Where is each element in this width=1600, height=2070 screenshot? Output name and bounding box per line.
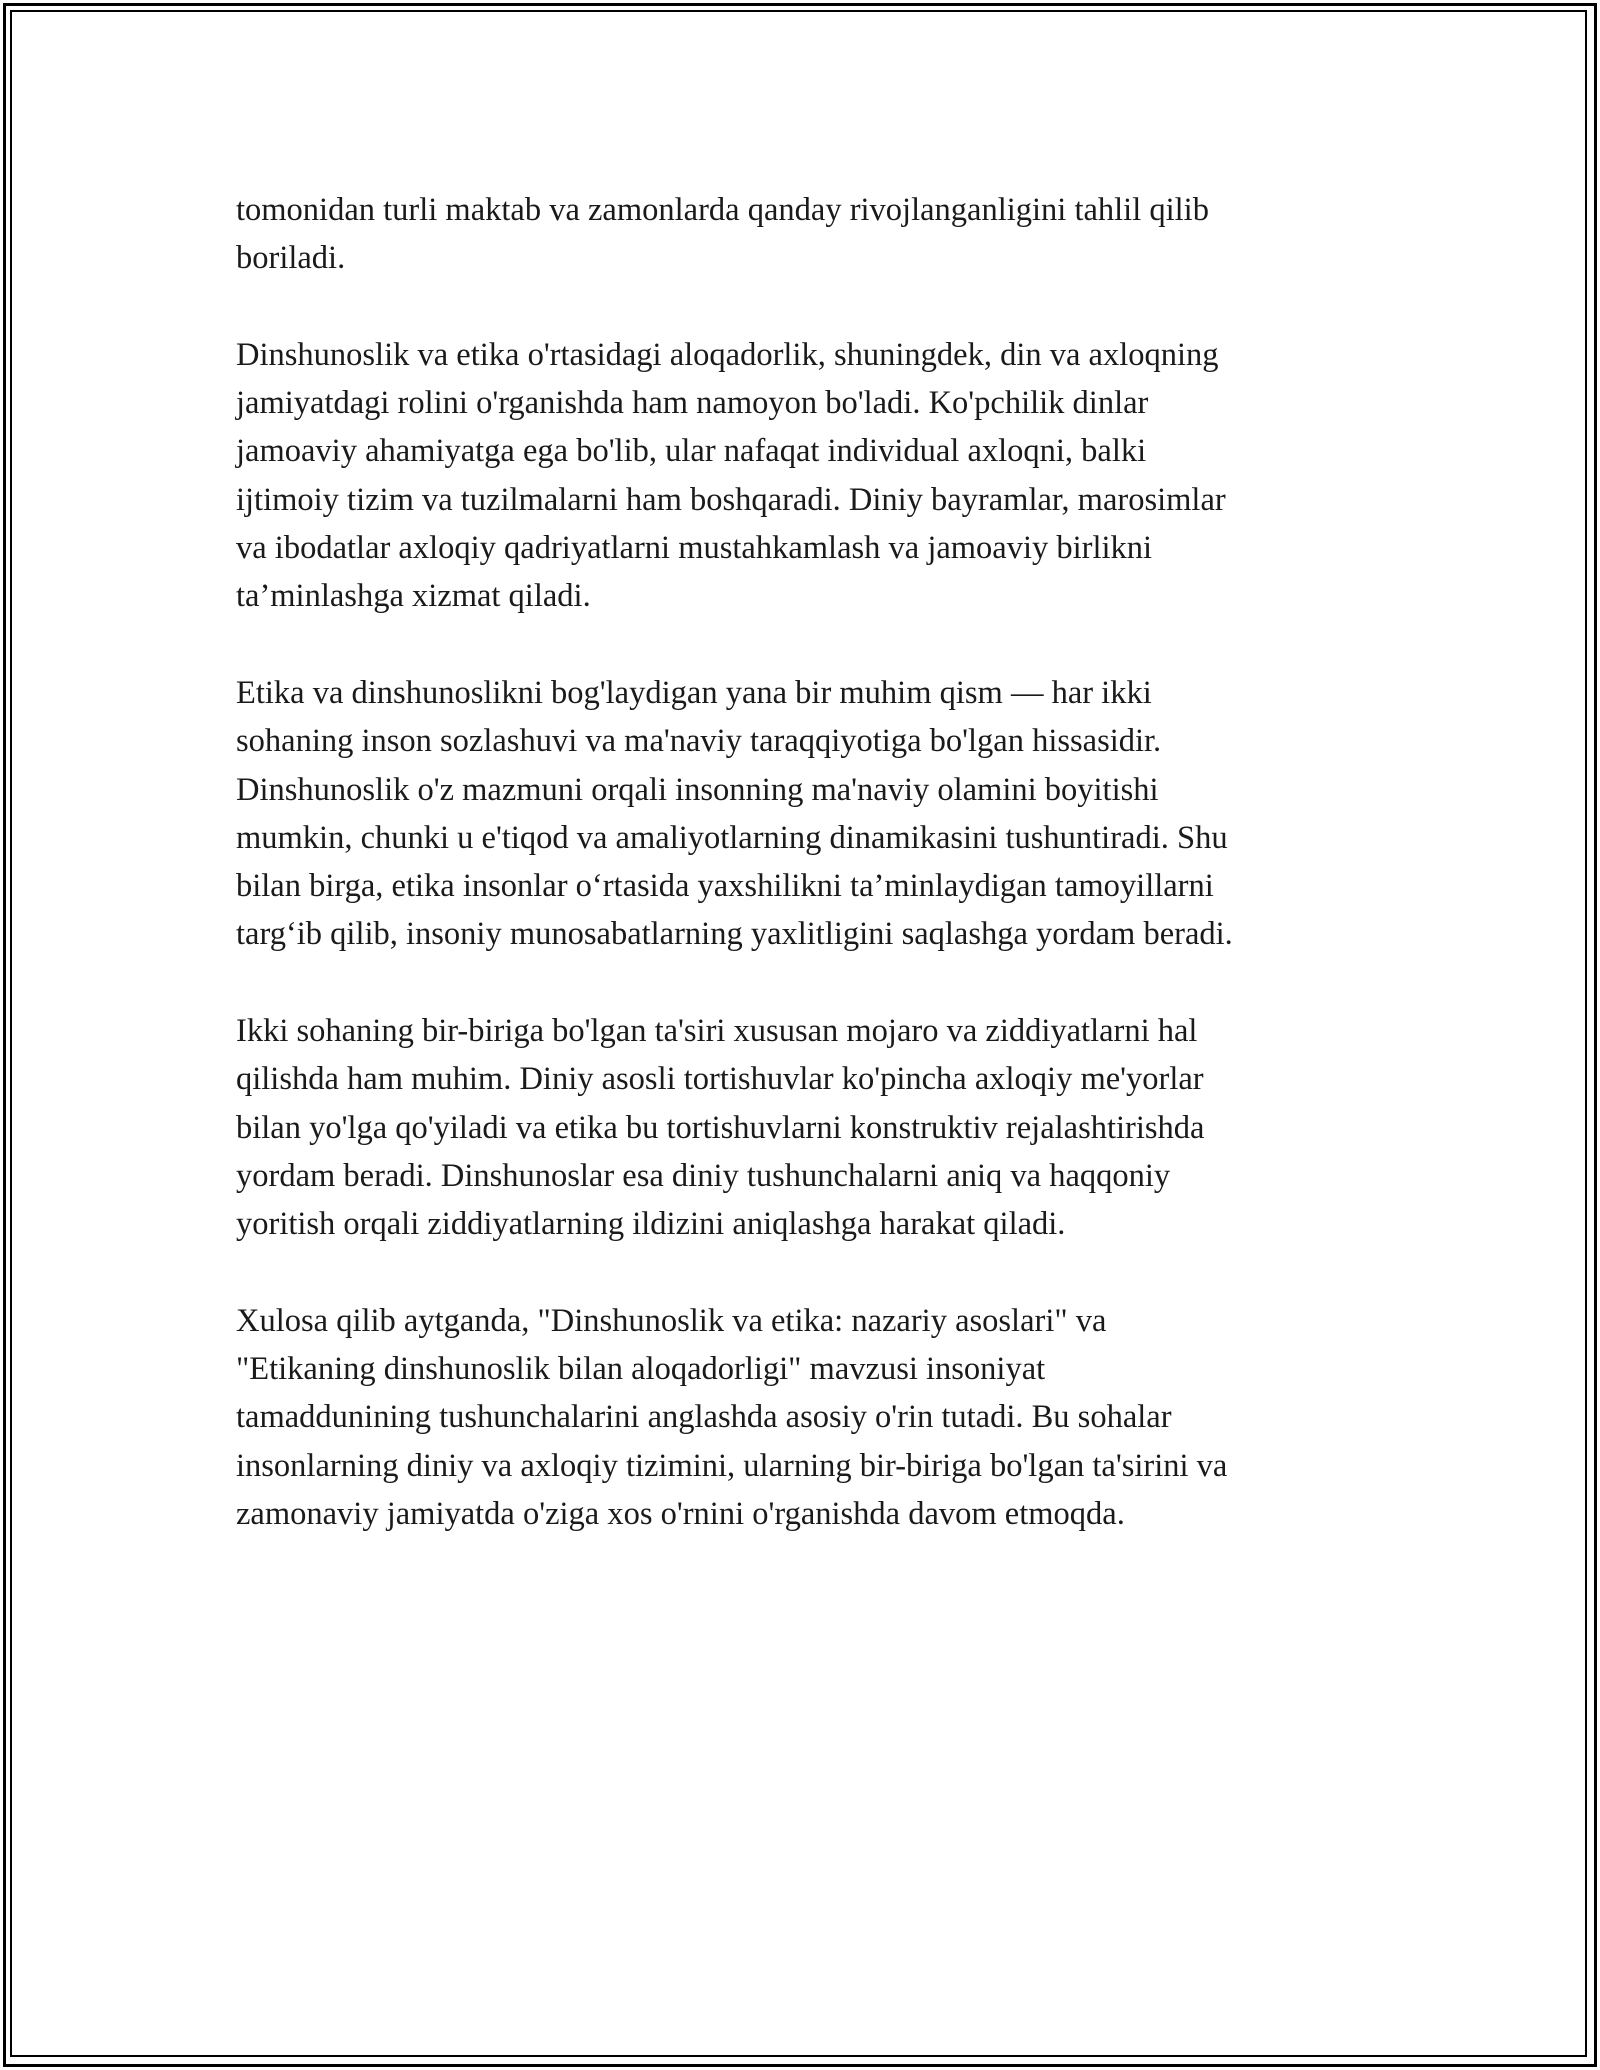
text-line: boriladi. — [236, 240, 346, 277]
text-line: insonlarning diniy va axloqiy tizimini, ularning bir-biriga bo'lgan ta'sirini va — [236, 1447, 1228, 1484]
text-line: "Etikaning dinshunoslik bilan aloqadorligi" mavzusi insoniyat — [236, 1351, 1046, 1388]
paragraph-4 — [236, 1007, 1386, 1248]
paragraph-5 — [236, 1297, 1386, 1538]
text-line: Dinshunoslik o'z mazmuni orqali insonning ma'naviy olamini boyitishi — [236, 771, 1159, 808]
text-line: jamiyatdagi rolini o'rganishda ham namoyon bo'ladi. Ko'pchilik dinlar — [236, 385, 1149, 422]
text-line: Dinshunoslik va etika o'rtasidagi aloqadorlik, shuningdek, din va axloqning — [236, 336, 1219, 373]
paragraph-2 — [236, 331, 1386, 621]
text-line: zamonaviy jamiyatda o'ziga xos o'rnini o'rganishda davom etmoqda. — [236, 1496, 1125, 1533]
paragraph-1 — [236, 186, 1386, 283]
text-line: Ikki sohaning bir-biriga bo'lgan ta'siri xususan mojaro va ziddiyatlarni hal — [236, 1013, 1198, 1050]
text-line: jamoaviy ahamiyatga ega bo'lib, ular nafaqat individual axloqni, balki — [236, 433, 1147, 470]
text-line: ta’minlashga xizmat qiladi. — [236, 578, 591, 615]
paragraph-3 — [236, 669, 1386, 959]
text-line: va ibodatlar axloqiy qadriyatlarni mustahkamlash va jamoaviy birlikni — [236, 530, 1153, 567]
text-line: ijtimoiy tizim va tuzilmalarni ham boshqaradi. Diniy bayramlar, marosimlar — [236, 481, 1226, 518]
text-line: yoritish orqali ziddiyatlarning ildizini aniqlashga harakat qiladi. — [236, 1206, 1066, 1243]
text-line: bilan birga, etika insonlar o‘rtasida yaxshilikni ta’minlaydigan tamoyillarni — [236, 868, 1214, 905]
text-line: bilan yo'lga qo'yiladi va etika bu tortishuvlarni konstruktiv rejalashtirishda — [236, 1109, 1205, 1146]
text-line: yordam beradi. Dinshunoslar esa diniy tushunchalarni aniq va haqqoniy — [236, 1157, 1171, 1194]
text-line: Xulosa qilib aytganda, "Dinshunoslik va etika: nazariy asoslari" va — [236, 1302, 1107, 1339]
text-line: sohaning inson sozlashuvi va ma'naviy taraqqiyotiga bo'lgan hissasidir. — [236, 723, 1162, 760]
text-line: targ‘ib qilib, insoniy munosabatlarning yaxlitligini saqlashga yordam beradi. — [236, 916, 1233, 953]
text-line: tamaddunining tushunchalarini anglashda asosiy o'rin tutadi. Bu sohalar — [236, 1399, 1172, 1436]
text-line: tomonidan turli maktab va zamonlarda qanday rivojlanganligini tahlil qilib — [236, 192, 1209, 228]
text-line: mumkin, chunki u e'tiqod va amaliyotlarning dinamikasini tushuntiradi. Shu — [236, 819, 1228, 856]
document-body — [236, 186, 1386, 1587]
text-line: Etika va dinshunoslikni bog'laydigan yana bir muhim qism — har ikki — [236, 674, 1152, 711]
text-line: qilishda ham muhim. Diniy asosli tortishuvlar ko'pincha axloqiy me'yorlar — [236, 1061, 1204, 1098]
